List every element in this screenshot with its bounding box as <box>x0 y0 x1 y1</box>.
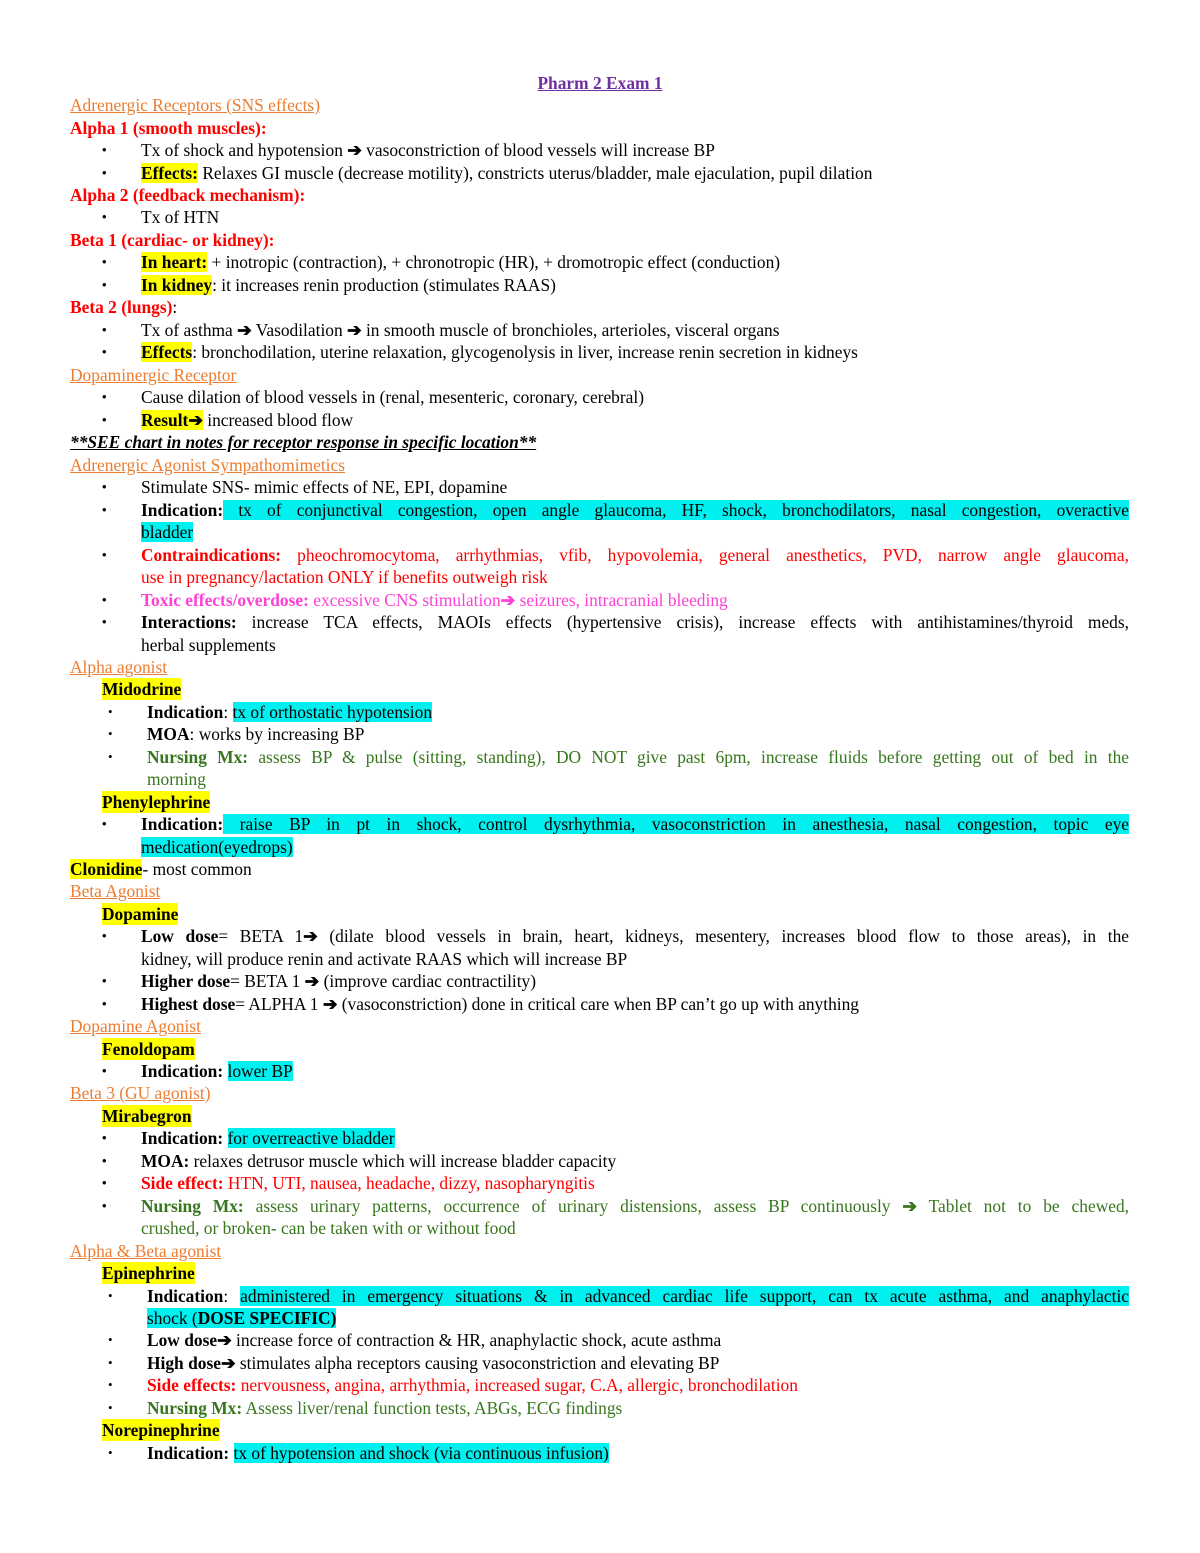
arrow-icon: ➔ <box>347 320 362 340</box>
section-heading-beta-3: Beta 3 (GU agonist) <box>70 1083 211 1103</box>
bullet-icon: • <box>102 973 107 988</box>
bullet-icon: • <box>108 1400 113 1415</box>
list-item: Higher dose= BETA 1 ➔ (improve cardiac contractility) <box>141 971 537 991</box>
arrow-icon: ➔ <box>902 1196 917 1216</box>
list-item: Side effects: nervousness, angina, arrhythmia, increased sugar, C.A, allergic, bronchodilation <box>147 1375 798 1395</box>
list-item: Contraindications: pheochromocytoma, arrhythmias, vfib, hypovolemia, general anesthetics, PVD, narrow angle glaucoma, <box>141 545 1129 565</box>
bullet-icon: • <box>108 749 113 764</box>
list-item: Tx of shock and hypotension ➔ vasoconstriction of blood vessels will increase BP <box>141 140 715 160</box>
list-item: Indication: tx of conjunctival congestion, open angle glaucoma, HF, shock, bronchodilators, nasal congestion, overactive <box>141 500 1129 520</box>
drug-name-norepinephrine: Norepinephrine <box>102 1420 220 1440</box>
list-item: Result➔ increased blood flow <box>141 410 354 430</box>
section-heading-adrenergic-agonist: Adrenergic Agonist Sympathomimetics <box>70 455 345 475</box>
drug-name-clonidine: Clonidine- most common <box>70 859 252 879</box>
drug-name-fenoldopam: Fenoldopam <box>102 1039 195 1059</box>
bullet-icon: • <box>102 996 107 1011</box>
chart-note: **SEE chart in notes for receptor response in specific location** <box>70 432 537 452</box>
list-item-continued: shock (DOSE SPECIFIC) <box>147 1308 337 1328</box>
bullet-icon: • <box>102 614 107 629</box>
list-item: Side effect: HTN, UTI, nausea, headache, dizzy, nasopharyngitis <box>141 1173 595 1193</box>
section-heading-alpha-agonist: Alpha agonist <box>70 657 168 677</box>
list-item: Indication: administered in emergency situations & in advanced cardiac life support, can tx acute asthma, and anaphylactic <box>147 1286 1129 1306</box>
bullet-icon: • <box>102 479 107 494</box>
subheading-alpha-1: Alpha 1 (smooth muscles): <box>70 118 267 138</box>
list-item-continued: herbal supplements <box>141 635 276 655</box>
bullet-icon: • <box>102 928 107 943</box>
list-item: In heart: + inotropic (contraction), + chronotropic (HR), + dromotropic effect (conduction) <box>141 252 781 272</box>
bullet-icon: • <box>102 389 107 404</box>
arrow-icon: ➔ <box>220 1353 236 1373</box>
list-item: Effects: Relaxes GI muscle (decrease motility), constricts uterus/bladder, male ejaculation, pupil dilation <box>141 163 873 183</box>
list-item: Nursing Mx: Assess liver/renal function tests, ABGs, ECG findings <box>147 1398 623 1418</box>
list-item: Indication: tx of hypotension and shock (via continuous infusion) <box>147 1443 609 1463</box>
bullet-icon: • <box>102 816 107 831</box>
bullet-icon: • <box>108 1332 113 1347</box>
drug-name-phenylephrine: Phenylephrine <box>102 792 211 812</box>
bullet-icon: • <box>108 704 113 719</box>
arrow-icon: ➔ <box>237 320 252 340</box>
list-item-continued: crushed, or broken- can be taken with or without food <box>141 1218 516 1238</box>
arrow-icon: ➔ <box>322 994 338 1014</box>
list-item: MOA: relaxes detrusor muscle which will increase bladder capacity <box>141 1151 617 1171</box>
list-item: MOA: works by increasing BP <box>147 724 365 744</box>
list-item: Tx of asthma ➔ Vasodilation ➔ in smooth muscle of bronchioles, arterioles, visceral organs <box>141 320 780 340</box>
drug-name-dopamine: Dopamine <box>102 904 179 924</box>
section-heading-adrenergic-receptors: Adrenergic Receptors (SNS effects) <box>70 95 320 115</box>
arrow-icon: ➔ <box>500 590 516 610</box>
list-item: Indication: for overreactive bladder <box>141 1128 395 1148</box>
list-item: Low dose= BETA 1➔ (dilate blood vessels in brain, heart, kidneys, mesentery, increases blood flow to those areas), in the <box>141 926 1129 946</box>
bullet-icon: • <box>102 1063 107 1078</box>
bullet-icon: • <box>108 1445 113 1460</box>
section-heading-alpha-beta-agonist: Alpha & Beta agonist <box>70 1241 222 1261</box>
bullet-icon: • <box>102 277 107 292</box>
bullet-icon: • <box>102 547 107 562</box>
bullet-icon: • <box>102 502 107 517</box>
bullet-icon: • <box>102 1175 107 1190</box>
list-item-continued: morning <box>147 769 206 789</box>
list-item: Nursing Mx: assess urinary patterns, occurrence of urinary distensions, assess BP continuously ➔ Tablet not to be chewed, <box>141 1196 1130 1216</box>
bullet-icon: • <box>102 1130 107 1145</box>
arrow-icon: ➔ <box>347 140 362 160</box>
list-item: Tx of HTN <box>141 207 220 227</box>
subheading-beta-2: Beta 2 (lungs): <box>70 297 178 317</box>
arrow-icon: ➔ <box>304 971 320 991</box>
subheading-alpha-2: Alpha 2 (feedback mechanism): <box>70 185 306 205</box>
bullet-icon: • <box>108 726 113 741</box>
bullet-icon: • <box>102 592 107 607</box>
list-item: Indication: raise BP in pt in shock, control dysrhythmia, vasoconstriction in anesthesia, nasal congestion, topic eye <box>141 814 1129 834</box>
bullet-icon: • <box>102 1198 107 1213</box>
drug-name-midodrine: Midodrine <box>102 679 182 699</box>
bullet-icon: • <box>108 1377 113 1392</box>
list-item: Nursing Mx: assess BP & pulse (sitting, standing), DO NOT give past 6pm, increase fluids before getting out of bed in the <box>147 747 1129 767</box>
bullet-icon: • <box>108 1355 113 1370</box>
arrow-icon: ➔ <box>303 926 318 946</box>
list-item-continued: bladder <box>141 522 194 542</box>
list-item: Toxic effects/overdose: excessive CNS stimulation➔ seizures, intracranial bleeding <box>141 590 728 610</box>
list-item-continued: use in pregnancy/lactation ONLY if benefits outweigh risk <box>141 567 548 587</box>
bullet-icon: • <box>102 322 107 337</box>
list-item: Cause dilation of blood vessels in (renal, mesenteric, coronary, cerebral) <box>141 387 645 407</box>
bullet-icon: • <box>102 412 107 427</box>
bullet-icon: • <box>102 344 107 359</box>
section-heading-beta-agonist: Beta Agonist <box>70 881 161 901</box>
section-heading-dopamine-agonist: Dopamine Agonist <box>70 1016 201 1036</box>
list-item: Highest dose= ALPHA 1 ➔ (vasoconstriction) done in critical care when BP can’t go up with anything <box>141 994 859 1014</box>
bullet-icon: • <box>102 142 107 157</box>
page-title: Pharm 2 Exam 1 <box>537 73 663 93</box>
list-item: Interactions: increase TCA effects, MAOIs effects (hypertensive crisis), increase effects with antihistamines/thyroid meds, <box>141 612 1129 632</box>
list-item: Stimulate SNS- mimic effects of NE, EPI, dopamine <box>141 477 508 497</box>
section-heading-dopaminergic-receptor: Dopaminergic Receptor <box>70 365 237 385</box>
bullet-icon: • <box>108 1288 113 1303</box>
list-item: In kidney: it increases renin production (stimulates RAAS) <box>141 275 556 295</box>
list-item: Low dose➔ increase force of contraction & HR, anaphylactic shock, acute asthma <box>147 1330 722 1350</box>
list-item: Indication: tx of orthostatic hypotension <box>147 702 433 722</box>
list-item: Effects: bronchodilation, uterine relaxation, glycogenolysis in liver, increase renin secretion in kidneys <box>141 342 858 362</box>
arrow-icon: ➔ <box>188 410 203 430</box>
subheading-beta-1: Beta 1 (cardiac- or kidney): <box>70 230 275 250</box>
drug-name-epinephrine: Epinephrine <box>102 1263 195 1283</box>
bullet-icon: • <box>102 254 107 269</box>
bullet-icon: • <box>102 165 107 180</box>
list-item-continued: kidney, will produce renin and activate RAAS which will increase BP <box>141 949 628 969</box>
arrow-icon: ➔ <box>217 1330 232 1350</box>
drug-name-mirabegron: Mirabegron <box>102 1106 192 1126</box>
list-item-continued: medication(eyedrops) <box>141 837 293 857</box>
list-item: Indication: lower BP <box>141 1061 293 1081</box>
bullet-icon: • <box>102 1153 107 1168</box>
bullet-icon: • <box>102 209 107 224</box>
list-item: High dose➔ stimulates alpha receptors causing vasoconstriction and elevating BP <box>147 1353 720 1373</box>
